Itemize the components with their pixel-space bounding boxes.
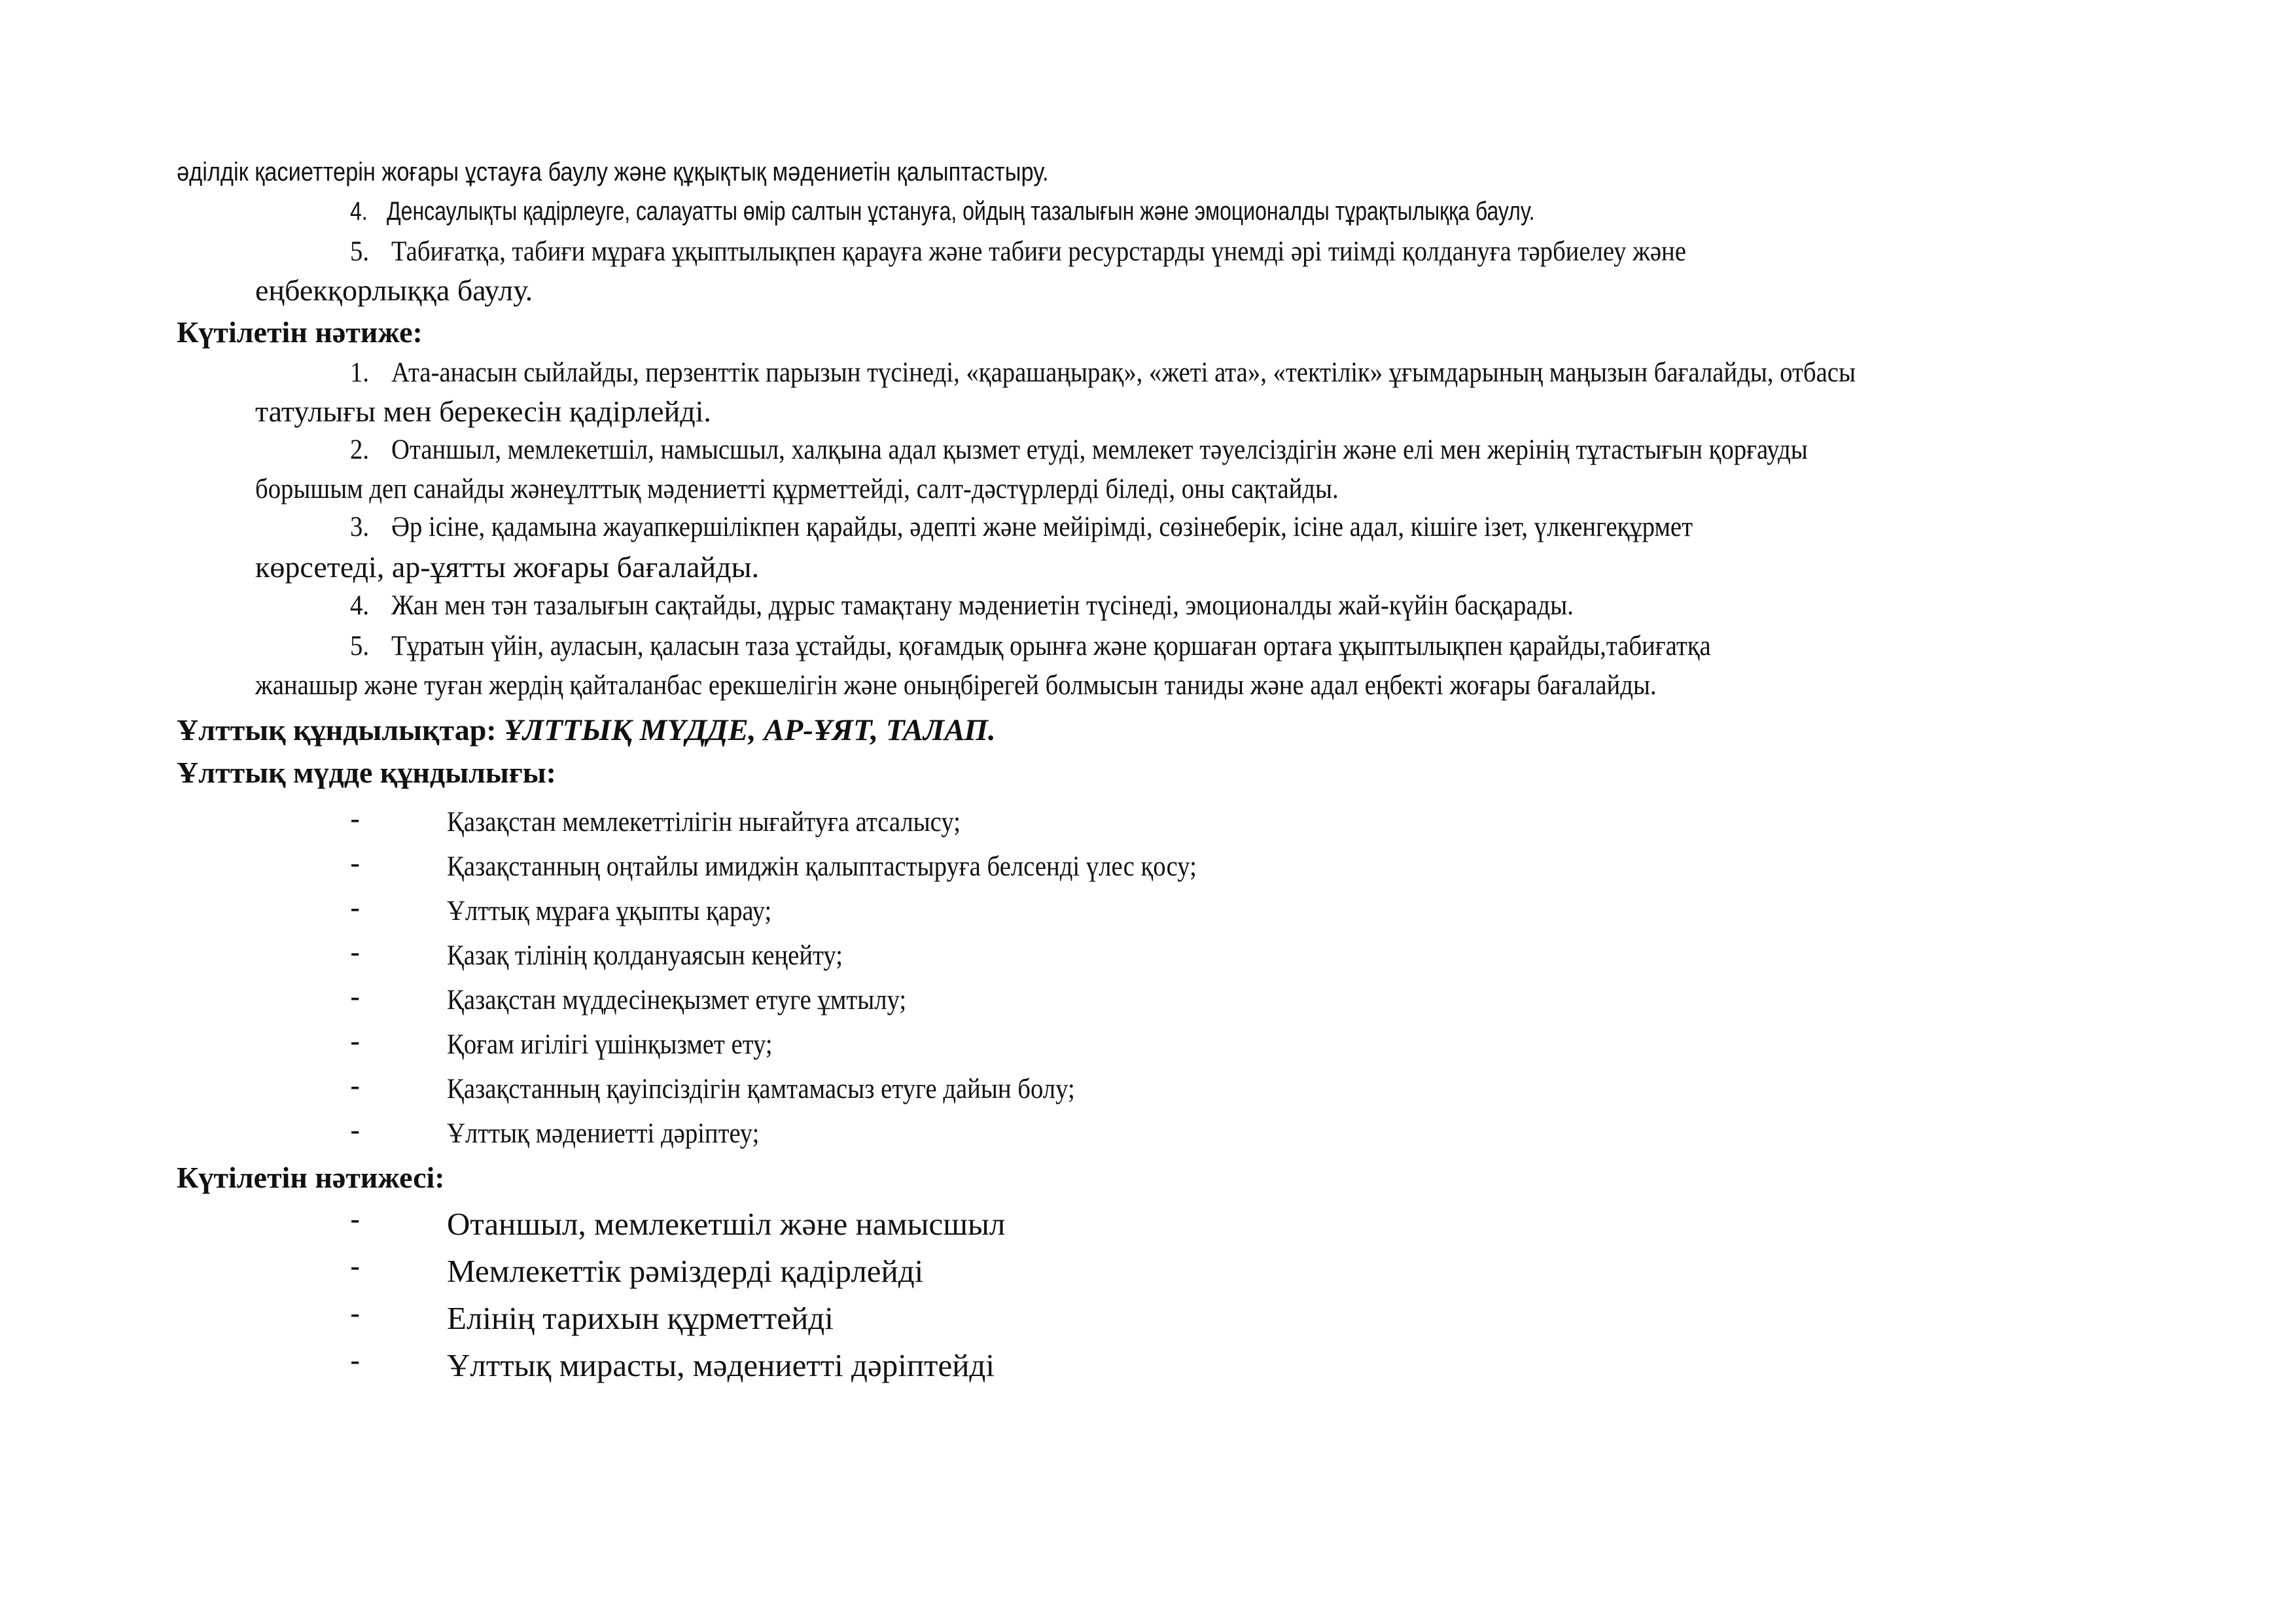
- goal-item: [350, 238, 1686, 266]
- list-item: Қазақстан мемлекеттілігін нығайтуға атсалысу;: [447, 807, 961, 838]
- goal-number: 4.: [350, 197, 368, 226]
- list-item: Қазақстан мүддесінеқызмет етуге ұмтылу;: [447, 985, 907, 1015]
- list-dash: -: [350, 1113, 361, 1147]
- result-text: Ата-анасын сыйлайды, перзенттік парызын түсінеді, «қарашаңырақ», «жеті ата», «тектілік» ұғымдарының маңызын бағалайды, отбасы: [391, 357, 1856, 388]
- result-text: Тұратын үйін, ауласын, қаласын таза ұстайды, қоғамдық орынға және қоршаған ортаға ұқыптылықпен қарайды,табиғатқа: [391, 631, 1711, 662]
- result-number: 5.: [350, 631, 370, 662]
- result-item: [350, 436, 1808, 464]
- list-dash: -: [350, 1024, 361, 1058]
- final-results-heading: Күтілетін нәтижесі:: [177, 1161, 445, 1194]
- list-item: Қоғам игілігі үшінқызмет ету;: [447, 1029, 773, 1060]
- list-item: Қазақстанның оңтайлы имиджін қалыптастыруға белсенді үлес қосу;: [447, 851, 1197, 882]
- goal-continuation: еңбекқорлыққа баулу.: [255, 274, 533, 307]
- result-item: [350, 513, 1693, 541]
- result-item: [350, 359, 1856, 387]
- result-text: Отаншыл, мемлекетшіл, намысшыл, халқына адал қызмет етуді, мемлекет тәуелсіздігін және елі мен жерінің тұтастығын қорғауды: [391, 434, 1808, 465]
- goal-text: Табиғатқа, табиғи мұраға ұқыптылықпен қарауға және табиғи ресурстарды үнемді әрі тиімді қолдануға тәрбиелеу және: [391, 236, 1686, 267]
- result-number: 3.: [350, 512, 370, 542]
- result-text: Жан мен тән тазалығын сақтайды, дұрыс тамақтану мәдениетін түсінеді, эмоционалды жай-күйін басқарады.: [391, 590, 1574, 621]
- list-item: Мемлекеттік рәміздерді қадірлейді: [447, 1253, 924, 1289]
- result-continuation: борышым деп санайды жәнеұлттық мәдениетті құрметтейді, салт-дәстүрлерді біледі, оны сақтайды.: [255, 474, 1339, 504]
- result-number: 2.: [350, 434, 370, 465]
- goal-text: Денсаулықты қадірлеуге, салауатты өмір салтын ұстануға, ойдың тазалығын және эмоционалды тұрақтылыққа баулу.: [387, 197, 1535, 226]
- goal-item: [350, 198, 1535, 224]
- list-dash: -: [350, 1343, 361, 1377]
- list-item: Ұлттық мирасты, мәдениетті дәріптейді: [447, 1347, 995, 1383]
- result-item: [350, 591, 1574, 620]
- list-item: Қазақ тілінің қолдануаясын кеңейту;: [447, 940, 843, 971]
- national-values: [177, 715, 996, 746]
- result-item: [350, 632, 1711, 660]
- list-dash: -: [350, 846, 361, 880]
- result-continuation: татулығы мен берекесін қадірлейді.: [255, 395, 711, 428]
- list-dash: -: [350, 1068, 361, 1103]
- list-dash: -: [350, 980, 361, 1014]
- list-dash: -: [350, 802, 361, 836]
- values-label: Ұлттық құндылықтар:: [177, 713, 497, 747]
- list-dash: -: [350, 1249, 361, 1283]
- list-dash: -: [350, 891, 361, 925]
- list-item: Отаншыл, мемлекетшіл және намысшыл: [447, 1206, 1006, 1242]
- result-text: Әр ісіне, қадамына жауапкершілікпен қарайды, әдепті және мейірімді, сөзінеберік, ісіне адал, кішіге ізет, үлкенгеқұрмет: [391, 512, 1693, 542]
- list-dash: -: [350, 935, 361, 969]
- list-dash: -: [350, 1296, 361, 1330]
- list-item: Қазақстанның қауіпсіздігін қамтамасыз етуге дайын болу;: [447, 1074, 1075, 1104]
- result-number: 4.: [350, 590, 370, 621]
- result-continuation: жанашыр және туған жердің қайталанбас ерекшелігін және оныңбірегей болмысын таниды және адал еңбекті жоғары бағалайды.: [255, 670, 1657, 701]
- result-continuation: көрсетеді, ар-ұятты жоғары бағалайды.: [255, 550, 759, 584]
- goal-number: 5.: [350, 236, 370, 267]
- values-text: ҰЛТТЫҚ МҮДДЕ, АР-ҰЯТ, ТАЛАП.: [504, 713, 996, 747]
- results-heading: Күтілетін нәтиже:: [177, 315, 423, 349]
- intro-line: әділдік қасиеттерін жоғары ұстауға баулу және құқықтық мәдениетін қалыптастыру.: [177, 158, 1049, 186]
- list-item: Ұлттық мұраға ұқыпты қарау;: [447, 896, 772, 927]
- list-item: Ұлттық мәдениетті дәріптеу;: [447, 1118, 760, 1149]
- list-item: Елінің тарихын құрметтейді: [447, 1300, 834, 1336]
- result-number: 1.: [350, 357, 370, 388]
- list-dash: -: [350, 1202, 361, 1236]
- interest-heading: Ұлттық мүдде құндылығы:: [177, 756, 556, 789]
